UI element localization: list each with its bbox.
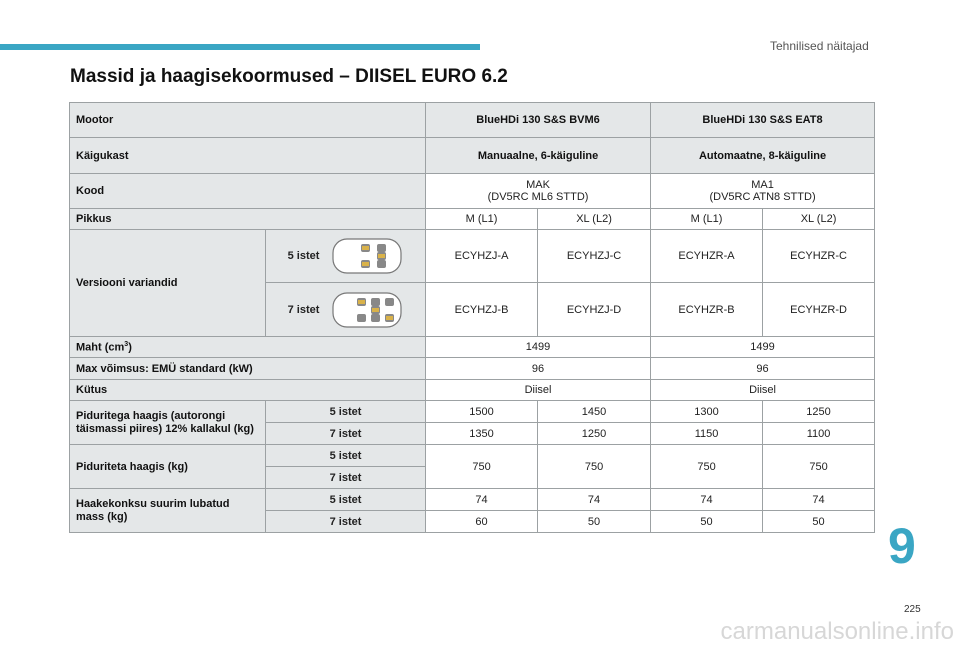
row-gearbox — [70, 138, 875, 174]
row-towbar-5 — [70, 489, 875, 511]
watermark: carmanualsonline.info — [720, 618, 954, 645]
unbraked-value: 750 — [426, 445, 538, 489]
van-5-seats-icon — [331, 236, 403, 276]
braked-value: 1450 — [538, 401, 651, 423]
variant-seats-cell — [266, 230, 426, 283]
code-col2-line1: MA1 — [751, 179, 774, 191]
row-fuel — [70, 380, 875, 401]
van-7-seats-icon — [331, 290, 403, 330]
seats-label: 5 istet — [287, 250, 320, 262]
towbar-value: 74 — [763, 489, 875, 511]
fuel-label: Kütus — [70, 380, 426, 401]
variant-code: ECYHZJ-C — [538, 230, 651, 283]
seats-label: 7 istet — [266, 511, 426, 533]
row-code — [70, 174, 875, 209]
unbraked-value: 750 — [763, 445, 875, 489]
gearbox-label: Käigukast — [70, 138, 426, 174]
row-length — [70, 209, 875, 230]
braked-value: 1100 — [763, 423, 875, 445]
braked-value: 1500 — [426, 401, 538, 423]
code-col1 — [426, 174, 651, 209]
fuel-col2: Diisel — [651, 380, 875, 401]
braked-value: 1300 — [651, 401, 763, 423]
variants-label: Versiooni variandid — [70, 230, 266, 337]
code-label: Kood — [70, 174, 426, 209]
motor-col1: BlueHDi 130 S&S BVM6 — [426, 103, 651, 138]
row-unbraked-5 — [70, 445, 875, 467]
variant-code: ECYHZJ-D — [538, 283, 651, 337]
towbar-value: 50 — [538, 511, 651, 533]
volume-col1: 1499 — [426, 337, 651, 358]
top-accent-bar — [0, 44, 480, 50]
page-title: Massid ja haagisekoormused – DIISEL EURO 6.2 — [70, 66, 508, 87]
seats-label: 7 istet — [266, 467, 426, 489]
row-power — [70, 358, 875, 380]
towbar-value: 60 — [426, 511, 538, 533]
row-volume — [70, 337, 875, 358]
motor-col2: BlueHDi 130 S&S EAT8 — [651, 103, 875, 138]
seats-label: 5 istet — [266, 489, 426, 511]
variant-code: ECYHZR-C — [763, 230, 875, 283]
variant-code: ECYHZJ-B — [426, 283, 538, 337]
power-col2: 96 — [651, 358, 875, 380]
variant-code: ECYHZR-A — [651, 230, 763, 283]
braked-value: 1250 — [538, 423, 651, 445]
spec-table — [69, 102, 875, 533]
power-label: Max võimsus: EMÜ standard (kW) — [70, 358, 426, 380]
unbraked-value: 750 — [651, 445, 763, 489]
seats-label: 5 istet — [266, 445, 426, 467]
unbraked-value: 750 — [538, 445, 651, 489]
gearbox-col2: Automaatne, 8-käiguline — [651, 138, 875, 174]
row-motor — [70, 103, 875, 138]
length-label: Pikkus — [70, 209, 426, 230]
code-col2-line2: (DV5RC ATN8 STTD) — [709, 191, 816, 203]
code-col1-line2: (DV5RC ML6 STTD) — [487, 191, 589, 203]
section-label: Tehnilised näitajad — [770, 39, 869, 53]
braked-value: 1150 — [651, 423, 763, 445]
volume-col2: 1499 — [651, 337, 875, 358]
seats-label: 7 istet — [266, 423, 426, 445]
row-variant-5 — [70, 230, 875, 283]
variant-seats-cell — [266, 283, 426, 337]
fuel-col1: Diisel — [426, 380, 651, 401]
braked-value: 1250 — [763, 401, 875, 423]
variant-code: ECYHZR-B — [651, 283, 763, 337]
towbar-value: 50 — [651, 511, 763, 533]
motor-label: Mootor — [70, 103, 426, 138]
length-value: M (L1) — [426, 209, 538, 230]
chapter-number: 9 — [888, 518, 916, 574]
variant-code: ECYHZR-D — [763, 283, 875, 337]
variant-code: ECYHZJ-A — [426, 230, 538, 283]
braked-label: Pidurit​ega haagis (autorongi täismassi piires) 12% kallakul (kg) — [70, 401, 266, 445]
seats-label: 7 istet — [287, 303, 320, 316]
unbraked-label: Pidurit​eta haagis (kg) — [70, 445, 266, 489]
braked-value: 1350 — [426, 423, 538, 445]
length-value: M (L1) — [651, 209, 763, 230]
towbar-value: 74 — [651, 489, 763, 511]
code-col2 — [651, 174, 875, 209]
seats-label: 5 istet — [266, 401, 426, 423]
volume-label: Maht $(cm^3)$ — [70, 337, 426, 358]
towbar-value: 50 — [763, 511, 875, 533]
page-number: 225 — [904, 604, 921, 615]
power-col1: 96 — [426, 358, 651, 380]
row-braked-5 — [70, 401, 875, 423]
towbar-label: Haakekonksu suurim lubatud mass (kg) — [70, 489, 266, 533]
towbar-value: 74 — [426, 489, 538, 511]
gearbox-col1: Manuaalne, 6-käiguline — [426, 138, 651, 174]
length-value: XL (L2) — [763, 209, 875, 230]
code-col1-line1: MAK — [526, 179, 550, 191]
towbar-value: 74 — [538, 489, 651, 511]
length-value: XL (L2) — [538, 209, 651, 230]
